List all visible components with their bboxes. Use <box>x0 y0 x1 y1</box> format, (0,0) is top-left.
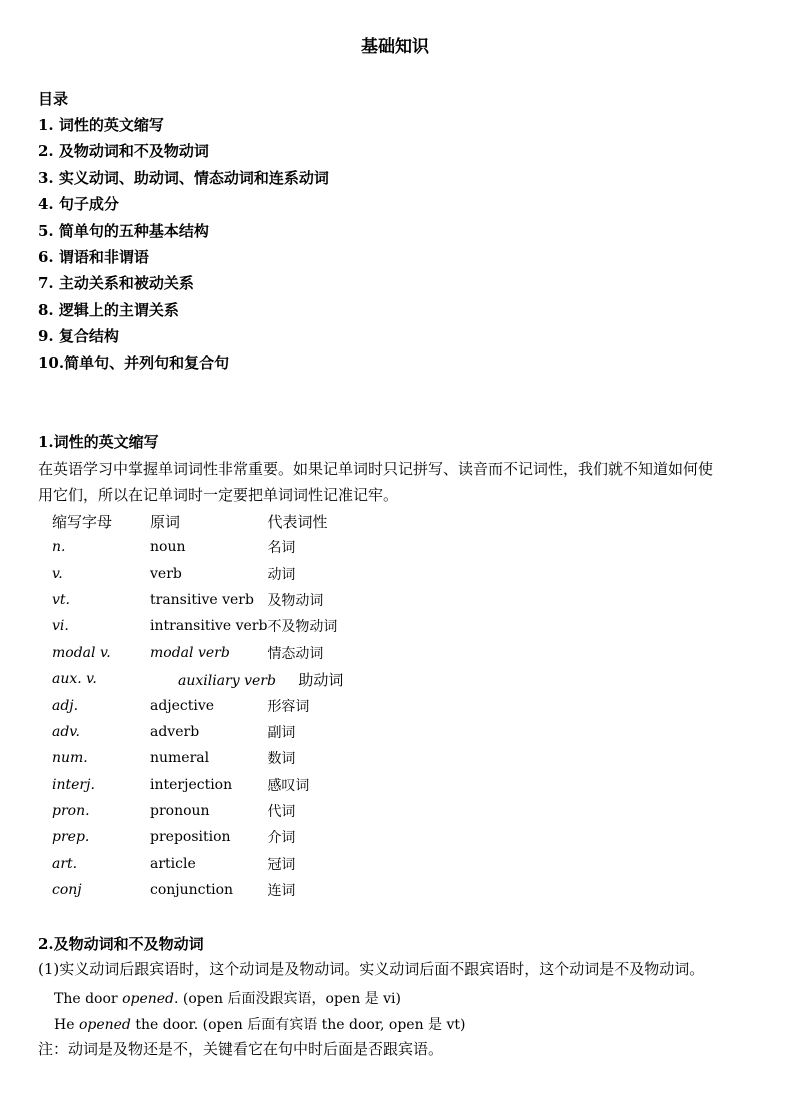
word-cell <box>150 666 343 692</box>
example-verb: opened <box>78 1017 131 1033</box>
table-row <box>52 877 343 903</box>
abbr-cell: art. <box>52 855 78 872</box>
abbr-cell: v. <box>52 565 63 582</box>
section2-heading: 2.及物动词和不及物动词 <box>38 935 204 953</box>
table-row <box>52 851 343 877</box>
table-row <box>52 798 343 824</box>
meaning-cell: 介词 <box>267 830 296 847</box>
note-text: 注：动词是及物还是不，关键看它在句中时后面是否跟宾语。 <box>38 1040 444 1058</box>
abbr-cell: modal v. <box>52 644 111 661</box>
example-pre: The door <box>54 991 123 1007</box>
section1-paragraph <box>38 456 768 508</box>
meaning-cell: 形容词 <box>267 698 310 715</box>
meaning-cell: 情态动词 <box>267 645 324 662</box>
meaning-cell: 助动词 <box>298 670 344 689</box>
toc-item: 1. 词性的英文缩写 <box>38 116 164 134</box>
table-row <box>52 745 343 771</box>
toc-item: 4. 句子成分 <box>38 195 119 214</box>
table-row <box>52 560 343 586</box>
word-cell: transitive verb <box>150 591 254 608</box>
example-sentence-1 <box>54 988 401 1008</box>
example-sentence-2 <box>54 1014 466 1034</box>
abbr-cell: prep. <box>52 829 90 846</box>
header-meaning: 代表词性 <box>267 512 328 531</box>
toc-item: 6. 谓语和非谓语 <box>38 247 149 266</box>
paragraph-line: (1)实义动词后跟宾语时，这个动词是及物动词。实义动词后面不跟宾语时，这个动词是不及物动词。 <box>38 960 705 978</box>
word-cell: adverb <box>150 723 200 740</box>
word-cell: pronoun <box>150 803 210 820</box>
header-abbr: 缩写字母 <box>52 512 113 531</box>
toc-item: 3. 实义动词、助动词、情态动词和连系动词 <box>38 168 329 187</box>
toc-item: 5. 简单句的五种基本结构 <box>38 221 209 240</box>
toc-heading: 目录 <box>38 90 69 108</box>
table-row <box>52 640 343 666</box>
meaning-cell: 不及物动词 <box>267 619 338 636</box>
abbr-cell: num. <box>52 750 88 767</box>
word-cell: article <box>150 855 196 872</box>
table-header-row <box>52 508 343 534</box>
toc-item: 8. 逻辑上的主谓关系 <box>38 300 179 319</box>
word-cell: preposition <box>150 829 231 846</box>
word-cell: verb <box>150 565 182 582</box>
toc-item: 9. 复合结构 <box>38 327 119 346</box>
word-cell: intransitive verb <box>150 618 268 635</box>
abbr-cell: adv. <box>52 723 81 740</box>
example-pre: He <box>54 1017 79 1033</box>
section2-rule <box>38 956 768 982</box>
word-cell: interjection <box>150 776 233 793</box>
abbr-cell: interj. <box>52 776 95 793</box>
section1-heading: 1.词性的英文缩写 <box>38 433 159 451</box>
page-title: 基础知识 <box>361 37 429 57</box>
abbr-cell: conj <box>52 882 82 899</box>
word-cell: conjunction <box>150 882 234 899</box>
paragraph-line: 用它们，所以在记单词时一定要把单词词性记准记牢。 <box>38 486 399 504</box>
word-cell: adjective <box>150 697 215 714</box>
meaning-cell: 数词 <box>267 751 296 768</box>
word-cell: numeral <box>150 750 210 767</box>
table-row <box>52 666 343 692</box>
abbr-cell: vi. <box>52 618 69 635</box>
table-of-contents <box>38 114 329 378</box>
toc-item: 2. 及物动词和不及物动词 <box>38 142 209 161</box>
abbr-cell: pron. <box>52 803 90 820</box>
toc-item: 7. 主动关系和被动关系 <box>38 274 194 293</box>
header-word: 原词 <box>150 512 181 531</box>
meaning-cell: 动词 <box>267 566 296 583</box>
table-row <box>52 824 343 850</box>
abbr-cell: n. <box>52 539 66 556</box>
table-row <box>52 587 343 613</box>
meaning-cell: 冠词 <box>267 856 296 873</box>
word-text: auxiliary verb <box>178 672 276 689</box>
abbr-cell: adj. <box>52 697 79 714</box>
meaning-cell: 及物动词 <box>267 592 324 609</box>
toc-item: 10.简单句、并列句和复合句 <box>38 353 230 372</box>
abbr-cell: aux. v. <box>52 671 97 688</box>
table-row <box>52 772 343 798</box>
word-cell: noun <box>150 539 186 556</box>
example-post: . (open 后面没跟宾语，open 是 vi) <box>174 991 401 1007</box>
word-cell: modal verb <box>150 644 230 661</box>
table-row <box>52 692 343 718</box>
abbr-cell: vt. <box>52 591 70 608</box>
paragraph-line: 在英语学习中掌握单词词性非常重要。如果记单词时只记拼写、读音而不记词性，我们就不知道如何使 <box>38 460 714 478</box>
meaning-cell: 名词 <box>267 540 296 557</box>
meaning-cell: 副词 <box>267 724 296 741</box>
example-verb: opened <box>122 991 175 1007</box>
example-post: the door. (open 后面有宾语 the door, open 是 vt) <box>130 1017 466 1033</box>
table-row <box>52 613 343 639</box>
table-row <box>52 719 343 745</box>
meaning-cell: 感叹词 <box>267 777 310 794</box>
pos-abbreviation-table <box>52 508 343 903</box>
meaning-cell: 连词 <box>267 883 296 900</box>
table-row <box>52 534 343 560</box>
meaning-cell: 代词 <box>267 804 296 821</box>
